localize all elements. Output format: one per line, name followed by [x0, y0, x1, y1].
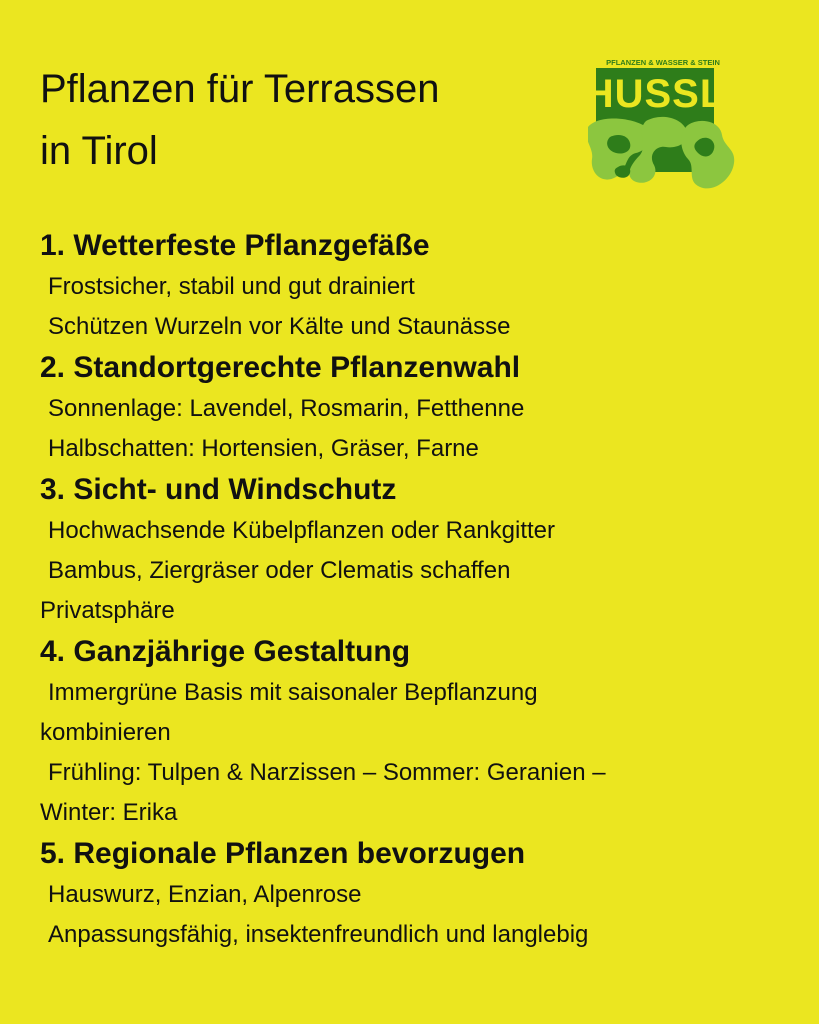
section-line — [40, 307, 790, 347]
section-heading: 4. Ganzjährige Gestaltung — [40, 635, 411, 668]
section-line — [40, 267, 790, 307]
section-regional-plants — [40, 833, 790, 955]
section-line — [40, 875, 790, 915]
section-line-text: Anpassungsfähig, insektenfreundlich und langlebig — [48, 921, 589, 948]
section-plant-choice — [40, 347, 790, 469]
section-privacy-wind — [40, 469, 790, 631]
title-line-2: in Tirol — [40, 129, 158, 173]
section-line — [40, 591, 790, 631]
section-heading: 1. Wetterfeste Pflanzgefäße — [40, 229, 430, 262]
section-heading: 2. Standortgerechte Pflanzenwahl — [40, 351, 521, 384]
section-line — [40, 713, 790, 753]
section-weatherproof-containers — [40, 225, 790, 347]
section-heading: 3. Sicht- und Windschutz — [40, 473, 397, 506]
section-line-text: Sonnenlage: Lavendel, Rosmarin, Fetthenne — [48, 395, 525, 422]
section-heading: 5. Regionale Pflanzen bevorzugen — [40, 837, 526, 870]
section-line — [40, 793, 790, 833]
section-line-text: Halbschatten: Hortensien, Gräser, Farne — [48, 435, 479, 462]
hussl-logo — [588, 55, 738, 200]
page-title — [40, 58, 439, 182]
section-year-round — [40, 631, 790, 833]
section-line-text: Bambus, Ziergräser oder Clematis schaffen — [48, 557, 511, 584]
svg-text:PFLANZEN & WASSER & STEIN: PFLANZEN & WASSER & STEIN — [606, 58, 720, 67]
section-line-text: Frühling: Tulpen & Narzissen – Sommer: Geranien – — [48, 759, 606, 786]
section-line-text: Winter: Erika — [40, 799, 178, 826]
section-line-text: Schützen Wurzeln vor Kälte und Staunässe — [48, 313, 511, 340]
section-line — [40, 673, 790, 713]
title-line-1: Pflanzen für Terrassen — [40, 67, 440, 111]
section-line — [40, 511, 790, 551]
section-line — [40, 551, 790, 591]
section-line-text: Hauswurz, Enzian, Alpenrose — [48, 881, 362, 908]
section-line-text: Privatsphäre — [40, 597, 175, 624]
section-line-text: Frostsicher, stabil und gut drainiert — [48, 273, 415, 300]
section-line — [40, 389, 790, 429]
section-line-text: Immergrüne Basis mit saisonaler Bepflanzung — [48, 679, 538, 706]
section-line-text: Hochwachsende Kübelpflanzen oder Rankgitter — [48, 517, 555, 544]
hussl-logo-graphic — [588, 55, 738, 200]
svg-text:HUSSL: HUSSL — [588, 72, 726, 116]
section-line-text: kombinieren — [40, 719, 171, 746]
section-line — [40, 915, 790, 955]
section-line — [40, 753, 790, 793]
tips-list — [40, 225, 790, 955]
section-line — [40, 429, 790, 469]
